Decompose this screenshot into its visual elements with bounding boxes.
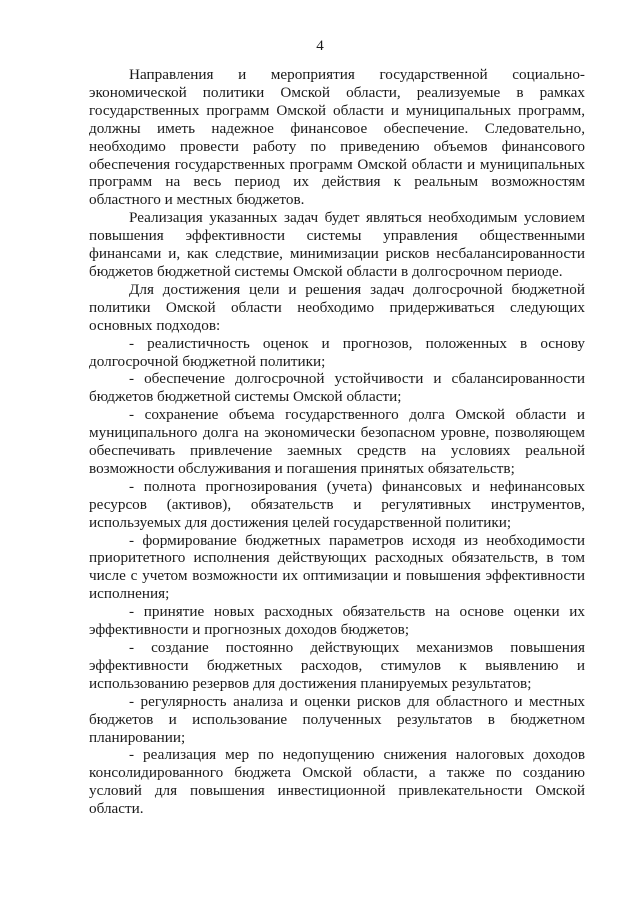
paragraph-basic-approaches-intro: Для достижения цели и решения задач долгосрочной бюджетной политики Омской области необходимо придерживаться следующих основных подходов: [89, 280, 585, 334]
list-item-risk-analysis: - регулярность анализа и оценки рисков для областного и местных бюджетов и использование полученных результатов в бюджетном планировании; [89, 692, 585, 746]
list-item-new-obligations: - принятие новых расходных обязательств на основе оценки их эффективности и прогнозных доходов бюджетов; [89, 603, 585, 639]
list-item-tax-revenue-measures: - реализация мер по недопущению снижения налоговых доходов консолидированного бюджета Омской области, а также по созданию условий для повышения инвестиционной привлекательности Омской области. [89, 746, 585, 818]
paragraph-funding-programs: Направления и мероприятия государственной социально-экономической политики Омской области, реализуемые в рамках государственных программ Омской области и муниципальных программ, должны иметь надежное финансовое обеспечение. Следовательно, необходимо провести работу по приведению объемов финансового обеспечения государственных программ Омской области и муниципальных программ на весь период их действия к реальным возможностям областного и местных бюджетов. [89, 66, 585, 209]
list-item-debt-level: - сохранение объема государственного долга Омской области и муниципального долга на экономически безопасном уровне, позволяющем обеспечивать привлечение заемных средств на условиях реальной возможности обслуживания и погашения принятых обязательств; [89, 406, 585, 477]
page-number: 4 [316, 38, 324, 54]
list-item-forecasting-completeness: - полнота прогнозирования (учета) финансовых и нефинансовых ресурсов (активов), обязательств и регулятивных инструментов, используемых для достижения целей государственной политики; [89, 477, 585, 531]
paragraph-tasks-implementation: Реализация указанных задач будет являться необходимым условием повышения эффективности системы управления общественными финансами и, как следствие, минимизации рисков несбалансированности бюджетов бюджетной системы Омской области в долгосрочном периоде. [89, 209, 585, 280]
list-item-budget-parameters: - формирование бюджетных параметров исходя из необходимости приоритетного исполнения действующих расходных обязательств, в том числе с учетом возможности их оптимизации и повышения эффективности исполнения; [89, 531, 585, 603]
list-item-stability: - обеспечение долгосрочной устойчивости и сбалансированности бюджетов бюджетной системы Омской области; [89, 370, 585, 406]
document-body [89, 66, 585, 818]
list-item-efficiency-mechanisms: - создание постоянно действующих механизмов повышения эффективности бюджетных расходов, стимулов к выявлению и использованию резервов для достижения планируемых результатов; [89, 639, 585, 692]
list-item-realism: - реалистичность оценок и прогнозов, положенных в основу долгосрочной бюджетной политики; [89, 334, 585, 370]
